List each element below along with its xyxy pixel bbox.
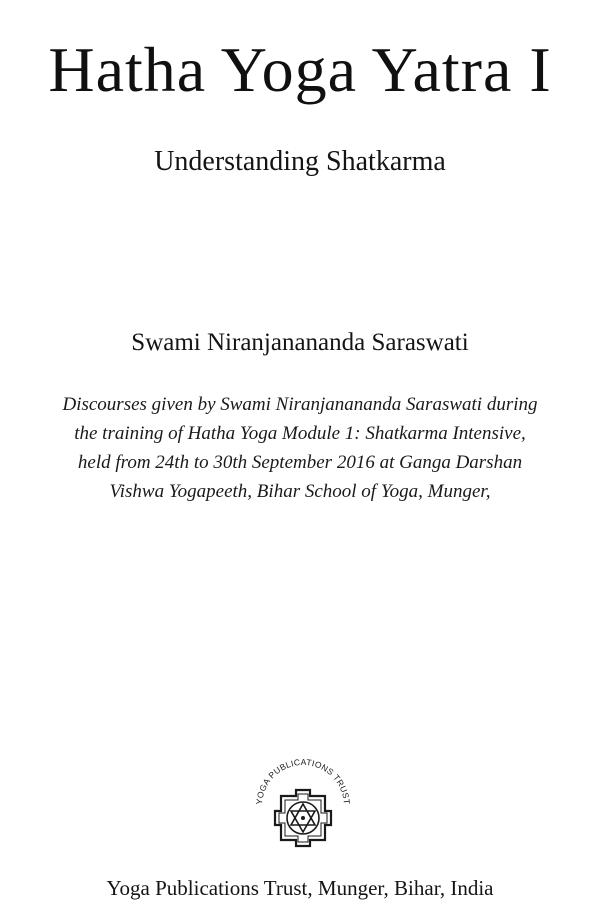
- svg-text:YOGA PUBLICATIONS TRUST: YOGA PUBLICATIONS TRUST: [253, 756, 353, 805]
- book-subtitle: Understanding Shatkarma: [154, 146, 446, 177]
- description-line: Discourses given by Swami Niranjanananda Saraswati during: [62, 394, 538, 415]
- description-line: the training of Hatha Yoga Module 1: Shatkarma Intensive,: [74, 423, 526, 444]
- description-line: Vishwa Yogapeeth, Bihar School of Yoga, Munger,: [109, 481, 491, 502]
- yantra-logo-icon: [240, 752, 366, 872]
- description-line: held from 24th to 30th September 2016 at Ganga Darshan: [77, 452, 523, 473]
- book-title: Hatha Yoga Yatra I: [48, 34, 552, 105]
- author-name: Swami Niranjanananda Saraswati: [131, 329, 469, 356]
- description: [20, 390, 580, 506]
- publisher-imprint: Yoga Publications Trust, Munger, Bihar, India: [106, 876, 494, 900]
